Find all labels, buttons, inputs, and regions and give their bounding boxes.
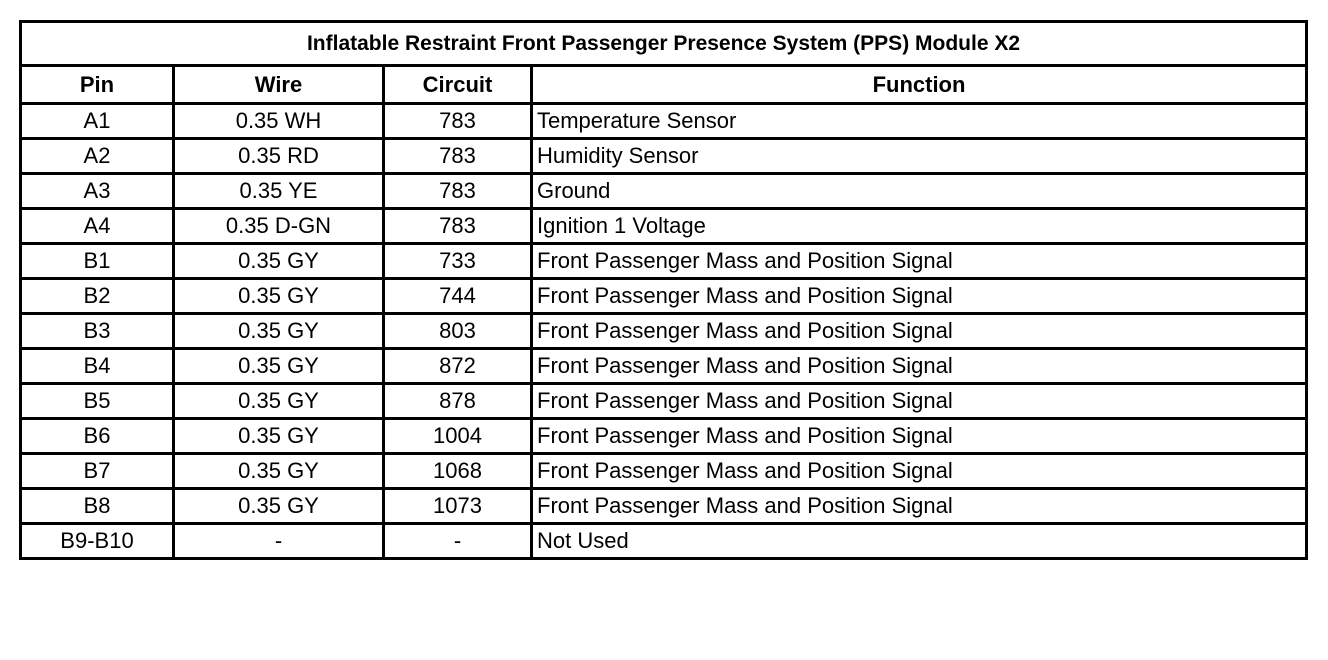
wire-cell: 0.35 D-GN <box>174 209 384 244</box>
wire-cell: 0.35 RD <box>174 139 384 174</box>
circuit-cell: 1073 <box>384 489 532 524</box>
table-title-row <box>21 22 1307 66</box>
table-header-row <box>21 66 1307 104</box>
pin-cell: B8 <box>21 489 174 524</box>
function-cell: Temperature Sensor <box>532 104 1307 139</box>
circuit-cell: 783 <box>384 139 532 174</box>
pin-cell: A4 <box>21 209 174 244</box>
table-row <box>21 454 1307 489</box>
pin-cell: B7 <box>21 454 174 489</box>
function-cell: Ground <box>532 174 1307 209</box>
wire-cell: - <box>174 524 384 559</box>
header-circuit: Circuit <box>384 66 532 104</box>
function-cell: Front Passenger Mass and Position Signal <box>532 279 1307 314</box>
table-body <box>21 104 1307 559</box>
function-cell: Front Passenger Mass and Position Signal <box>532 489 1307 524</box>
function-cell: Front Passenger Mass and Position Signal <box>532 314 1307 349</box>
table-row <box>21 314 1307 349</box>
function-cell: Humidity Sensor <box>532 139 1307 174</box>
pin-cell: B3 <box>21 314 174 349</box>
header-function: Function <box>532 66 1307 104</box>
pin-cell: B5 <box>21 384 174 419</box>
table-row <box>21 349 1307 384</box>
circuit-cell: 1004 <box>384 419 532 454</box>
circuit-cell: 733 <box>384 244 532 279</box>
pinout-table <box>19 20 1308 560</box>
wire-cell: 0.35 GY <box>174 489 384 524</box>
table-row <box>21 489 1307 524</box>
circuit-cell: 1068 <box>384 454 532 489</box>
wire-cell: 0.35 GY <box>174 244 384 279</box>
pin-cell: B4 <box>21 349 174 384</box>
pin-cell: B6 <box>21 419 174 454</box>
wire-cell: 0.35 GY <box>174 454 384 489</box>
pin-cell: B1 <box>21 244 174 279</box>
pin-cell: B2 <box>21 279 174 314</box>
table-title: Inflatable Restraint Front Passenger Presence System (PPS) Module X2 <box>21 22 1307 66</box>
circuit-cell: 783 <box>384 174 532 209</box>
circuit-cell: 803 <box>384 314 532 349</box>
wire-cell: 0.35 GY <box>174 384 384 419</box>
table-row <box>21 209 1307 244</box>
table-row <box>21 524 1307 559</box>
circuit-cell: 878 <box>384 384 532 419</box>
function-cell: Front Passenger Mass and Position Signal <box>532 454 1307 489</box>
table-row <box>21 419 1307 454</box>
function-cell: Front Passenger Mass and Position Signal <box>532 244 1307 279</box>
wire-cell: 0.35 GY <box>174 314 384 349</box>
table-row <box>21 139 1307 174</box>
pin-cell: B9-B10 <box>21 524 174 559</box>
header-wire: Wire <box>174 66 384 104</box>
wire-cell: 0.35 GY <box>174 279 384 314</box>
wire-cell: 0.35 GY <box>174 349 384 384</box>
table-row <box>21 104 1307 139</box>
circuit-cell: 872 <box>384 349 532 384</box>
wire-cell: 0.35 WH <box>174 104 384 139</box>
pin-cell: A3 <box>21 174 174 209</box>
wire-cell: 0.35 GY <box>174 419 384 454</box>
function-cell: Not Used <box>532 524 1307 559</box>
circuit-cell: - <box>384 524 532 559</box>
pin-cell: A1 <box>21 104 174 139</box>
table-row <box>21 244 1307 279</box>
function-cell: Front Passenger Mass and Position Signal <box>532 349 1307 384</box>
circuit-cell: 783 <box>384 104 532 139</box>
function-cell: Front Passenger Mass and Position Signal <box>532 419 1307 454</box>
header-pin: Pin <box>21 66 174 104</box>
wire-cell: 0.35 YE <box>174 174 384 209</box>
function-cell: Front Passenger Mass and Position Signal <box>532 384 1307 419</box>
pin-cell: A2 <box>21 139 174 174</box>
table-row <box>21 384 1307 419</box>
table-row <box>21 174 1307 209</box>
function-cell: Ignition 1 Voltage <box>532 209 1307 244</box>
table-row <box>21 279 1307 314</box>
circuit-cell: 783 <box>384 209 532 244</box>
circuit-cell: 744 <box>384 279 532 314</box>
